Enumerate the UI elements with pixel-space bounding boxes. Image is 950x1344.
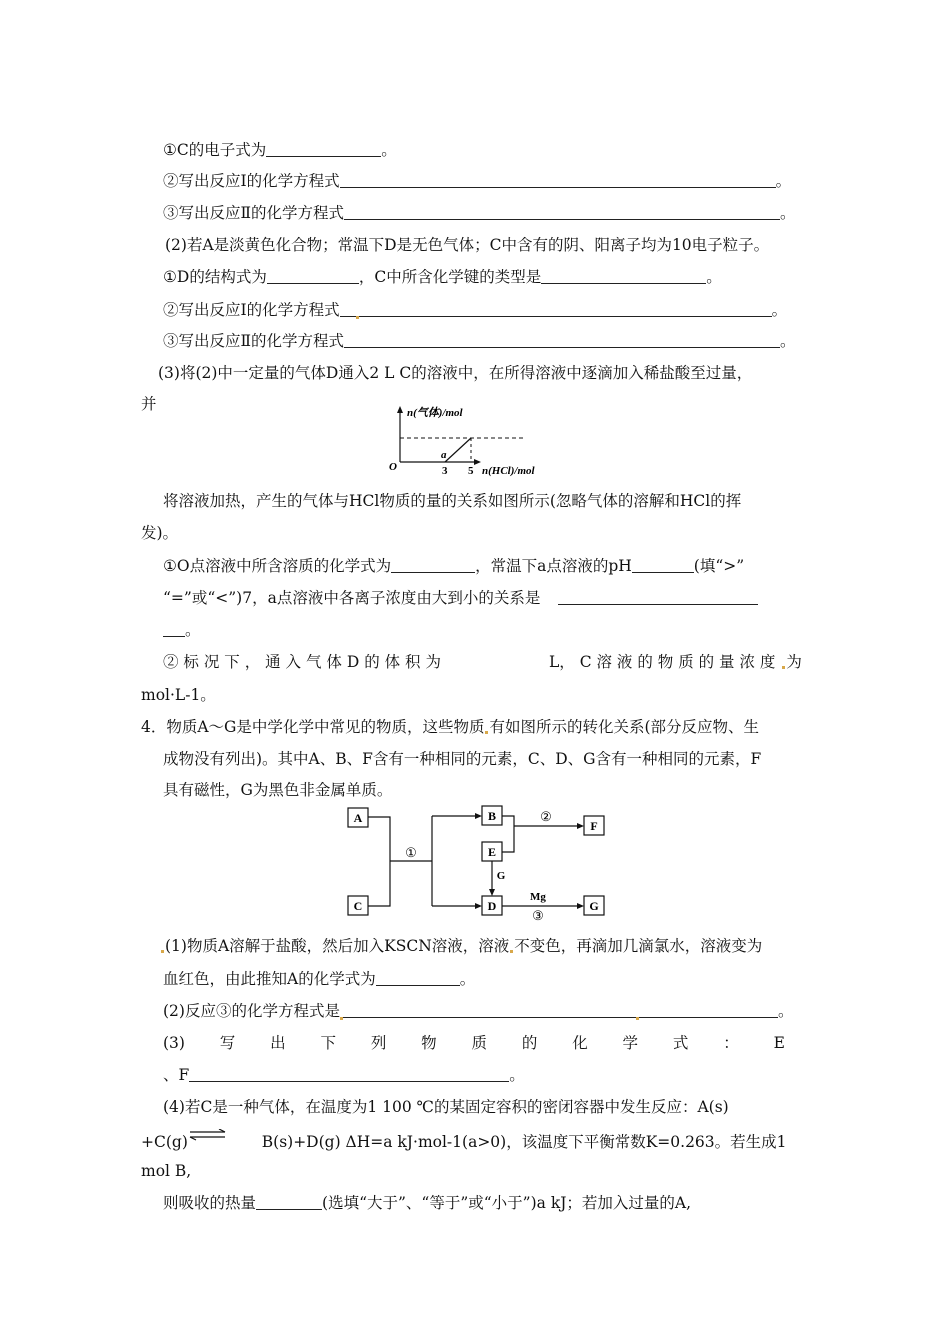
q3-2-line3 <box>163 331 796 351</box>
step2-label: ② <box>540 809 552 824</box>
q3-1-line1 <box>163 140 397 160</box>
answer-blank[interactable] <box>632 558 694 573</box>
q4-part3-line1 <box>163 1033 785 1053</box>
answer-blank[interactable] <box>256 1195 322 1210</box>
q3-3-desc2: 发)。 <box>141 524 179 542</box>
answer-blank[interactable] <box>541 269 706 284</box>
answer-blank[interactable] <box>163 622 185 637</box>
text: 为 <box>786 653 802 671</box>
text: ③写出反应Ⅱ的化学方程式 <box>163 204 345 222</box>
text: ② 标 况 下 ， 通 入 气 体 D 的 体 积 为 <box>163 653 441 671</box>
q4-part4-line4 <box>163 1193 691 1213</box>
q4-part4-line2 <box>141 1129 787 1152</box>
word: 质 <box>471 1034 488 1052</box>
q3-3-sub1 <box>163 556 744 576</box>
answer-blank[interactable] <box>267 269 359 284</box>
q4-part4-line1: (4)若C是一种气体，在温度为1 100 ℃的某固定容积的密闭容器中发生反应：A(s) <box>163 1098 729 1116</box>
text: (选填“大于”、“等于”或“小于”)a kJ；若加入过量的A, <box>322 1194 692 1212</box>
text: +C(g) <box>141 1133 188 1151</box>
word: 写 <box>219 1034 236 1052</box>
answer-blank[interactable] <box>340 173 776 188</box>
gas-hcl-graph <box>385 404 565 479</box>
answer-blank[interactable] <box>391 558 475 573</box>
node-f: F <box>590 819 598 833</box>
text: 。 <box>381 141 397 159</box>
equilibrium-arrow-icon <box>189 1129 227 1141</box>
word: E <box>773 1034 785 1052</box>
answer-blank[interactable] <box>266 142 381 157</box>
text: 。 <box>459 970 476 988</box>
q3-3-sub2 <box>163 588 758 608</box>
q3-3-sub5: mol·L-1。 <box>141 686 216 704</box>
word: 化 <box>572 1034 588 1052</box>
answer-blank[interactable] <box>344 205 780 220</box>
conversion-diagram <box>340 796 615 921</box>
q3-3-sub4 <box>163 652 802 672</box>
origin-label: O <box>389 461 397 473</box>
word: 物 <box>421 1034 437 1052</box>
y-axis-label: n(气体)/mol <box>407 407 463 419</box>
word: 出 <box>270 1034 286 1052</box>
answer-blank[interactable] <box>340 1003 778 1018</box>
q3-2-line2 <box>163 300 787 320</box>
word: 式 <box>672 1034 689 1052</box>
text: 。 <box>780 204 796 222</box>
q3-3-sub3 <box>163 620 201 640</box>
mark-dot <box>485 731 488 734</box>
text: ，常温下a点溶液的pH <box>475 557 632 575</box>
q3-1-line3 <box>163 203 796 223</box>
text: ，C中所含化学键的类型是 <box>358 268 542 286</box>
text: 血红色，由此推知A的化学式为 <box>163 970 376 988</box>
text: 。 <box>780 332 796 350</box>
answer-blank[interactable] <box>189 1067 509 1082</box>
text: (1)物质A溶解于盐酸，然后加入KSCN溶液，溶液 <box>165 937 510 955</box>
word: 的 <box>521 1034 538 1052</box>
word: 下 <box>320 1034 336 1052</box>
q4-part4-line3: mol B, <box>141 1162 192 1180</box>
answer-blank[interactable] <box>558 590 758 605</box>
text: “=”或“<”)7，a点溶液中各离子浓度由大到小的关系是 <box>163 589 541 607</box>
node-c: C <box>353 899 363 913</box>
word: ： <box>723 1034 739 1052</box>
text: 。 <box>777 1002 794 1020</box>
text: 有如图所示的转化关系(部分反应物、生 <box>489 718 760 736</box>
text: ②写出反应Ⅰ的化学方程式 <box>163 172 340 190</box>
q3-3-desc1: 将溶液加热，产生的气体与HCl物质的量的关系如图所示(忽略气体的溶解和HCl的挥 <box>163 492 742 510</box>
step3-label: ③ <box>532 908 544 921</box>
node-g: G <box>589 899 599 913</box>
q3-3-intro2: 并 <box>141 395 157 413</box>
q3-1-line2 <box>163 171 791 191</box>
edge-mg-label: Mg <box>530 891 546 903</box>
text: 。 <box>509 1066 525 1084</box>
text: (2)反应③的化学方程式是 <box>163 1002 340 1020</box>
q4-intro1 <box>141 717 759 737</box>
tick-3: 3 <box>442 465 448 477</box>
point-a-label: a <box>441 449 447 461</box>
q4-part2 <box>163 1001 793 1021</box>
node-a: A <box>353 811 363 825</box>
word: (3) <box>163 1034 185 1052</box>
text: ③写出反应Ⅱ的化学方程式 <box>163 332 345 350</box>
edge-g-label: G <box>496 870 506 882</box>
mark-dot <box>510 950 513 953</box>
text: ①C的电子式为 <box>163 141 267 159</box>
node-d: D <box>487 899 497 913</box>
text: ①D的结构式为 <box>163 268 267 286</box>
mark-dot <box>161 950 164 953</box>
q4-intro3: 具有磁性，G为黑色非金属单质。 <box>163 781 393 799</box>
answer-blank[interactable] <box>344 333 780 348</box>
q3-2-intro: (2)若A是淡黄色化合物；常温下D是无色气体；C中含有的阴、阳离子均为10电子粒子。 <box>165 236 770 254</box>
mark-dot <box>636 1017 639 1020</box>
text: ②写出反应Ⅰ的化学方程式 <box>163 301 340 319</box>
mark-dot <box>356 316 359 319</box>
text: L， C 溶 液 的 物 质 的 量 浓 度 <box>548 653 776 671</box>
x-axis-label: n(HCl)/mol <box>482 465 535 477</box>
text: 。 <box>775 172 792 190</box>
q4-intro2: 成物没有列出)。其中A、B、F含有一种相同的元素，C、D、G含有一种相同的元素，F <box>163 750 762 768</box>
text: 则吸收的热量 <box>163 1194 257 1212</box>
q3-3-intro1: (3)将(2)中一定量的气体D通入2 L C的溶液中，在所得溶液中逐滴加入稀盐酸至过量， <box>158 364 753 382</box>
text: 4．物质A～G是中学化学中常见的物质，这些物质 <box>141 718 485 736</box>
text: B(s)+D(g) ΔH=a kJ·mol-1(a>0)，该温度下平衡常数K=0.263。若生成1 <box>261 1133 787 1151</box>
mark-dot <box>782 666 785 669</box>
text: 。 <box>771 301 788 319</box>
q3-2-line1 <box>163 267 722 287</box>
answer-blank[interactable] <box>376 971 460 986</box>
q4-part1-line1 <box>160 936 762 956</box>
answer-blank[interactable] <box>340 302 772 317</box>
step1-label: ① <box>405 845 417 860</box>
node-e: E <box>487 845 497 859</box>
text: ①O点溶液中所含溶质的化学式为 <box>163 557 392 575</box>
q4-part1-line2 <box>163 969 475 989</box>
node-b: B <box>487 809 497 823</box>
text: 、F <box>163 1066 190 1084</box>
text: 。 <box>185 621 201 639</box>
tick-5: 5 <box>468 465 474 477</box>
mark-dot <box>340 1017 343 1020</box>
text: (填“>” <box>693 557 745 575</box>
text: 不变色，再滴加几滴氯水，溶液变为 <box>514 937 763 955</box>
word: 列 <box>370 1034 387 1052</box>
q4-part3-line2 <box>163 1065 525 1085</box>
word: 学 <box>622 1034 639 1052</box>
text: 。 <box>706 268 722 286</box>
